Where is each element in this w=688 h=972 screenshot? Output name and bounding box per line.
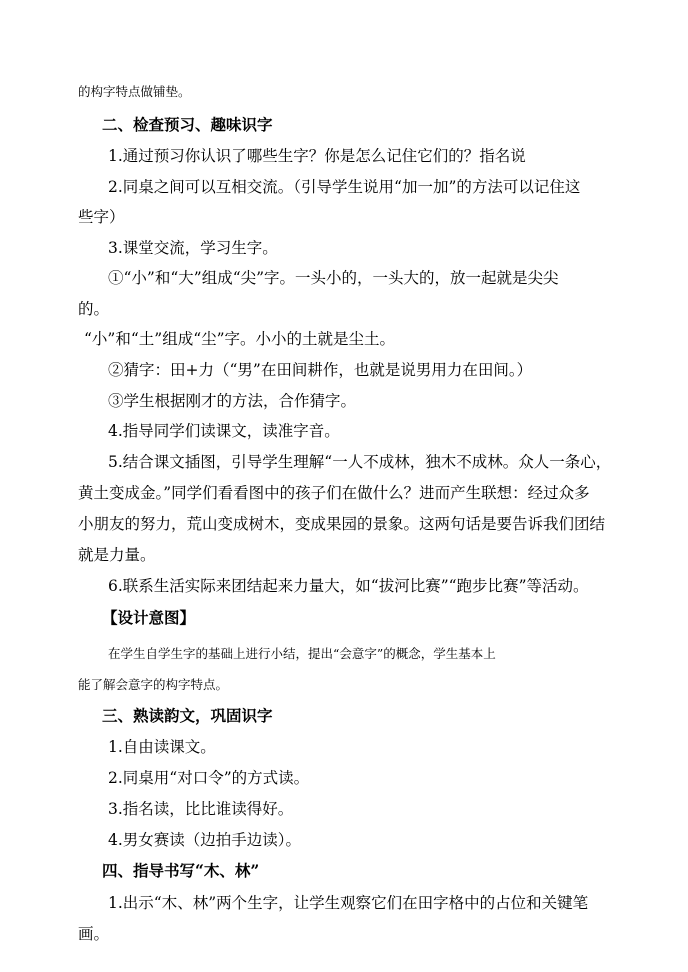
section-heading: 四、指导书写“木、林”	[102, 861, 260, 880]
text-line: 6.联系生活实际来团结起来力量大，如“拔河比赛”“跑步比赛”等活动。	[108, 577, 589, 595]
text-line: 3.课堂交流，学习生字。	[108, 239, 278, 257]
section-heading: 三、熟读韵文，巩固识字	[102, 706, 273, 725]
text-line: 3.指名读，比比谁读得好。	[108, 800, 294, 818]
text-line: 的构字特点做铺垫。	[78, 84, 191, 99]
text-line: 些字）	[78, 208, 125, 226]
text-line: 4.指导同学们读课文，读准字音。	[108, 422, 340, 440]
text-line: 的。	[78, 300, 110, 318]
text-line: ③学生根据刚才的方法，合作猜字。	[108, 392, 357, 410]
text-line: 黄土变成金。”同学们看看图中的孩子们在做什么？进而产生联想：经过众多	[78, 484, 590, 502]
text-line: 4.男女赛读（边拍手边读）。	[108, 831, 302, 849]
text-line: 1.通过预习你认识了哪些生字？你是怎么记住它们的？指名说	[108, 147, 526, 165]
text-line: 1.出示“木、林”两个生字，让学生观察它们在田字格中的占位和关键笔	[108, 894, 589, 912]
text-line: ②猜字：田+力（“男”在田间耕作，也就是说男用力在田间。）	[108, 361, 533, 379]
design-intent-heading: 【设计意图】	[102, 608, 196, 627]
text-line: 在学生自学生字的基础上进行小结，提出“会意字”的概念，学生基本上	[108, 646, 496, 661]
text-line: 能了解会意字的构字特点。	[78, 677, 229, 692]
section-heading: 二、检查预习、趣味识字	[102, 115, 273, 134]
text-line: 5.结合课文插图，引导学生理解“一人不成林，独木不成林。众人一条心，	[108, 453, 612, 471]
text-line: 小朋友的努力，荒山变成树木，变成果园的景象。这两句话是要告诉我们团结	[78, 515, 606, 533]
text-line: 就是力量。	[78, 546, 156, 564]
text-line: 2.同桌用“对口令”的方式读。	[108, 769, 310, 787]
text-line: 1.自由读课文。	[108, 738, 216, 756]
text-line: ①“小”和“大”组成“尖”字。一头小的，一头大的，放一起就是尖尖	[108, 269, 559, 287]
text-line: 2.同桌之间可以互相交流。（引导学生说用“加一加”的方法可以记住这	[108, 178, 581, 196]
text-line: 画。	[78, 925, 110, 943]
text-line: “小”和“土”组成“尘”字。小小的土就是尘土。	[84, 330, 396, 348]
